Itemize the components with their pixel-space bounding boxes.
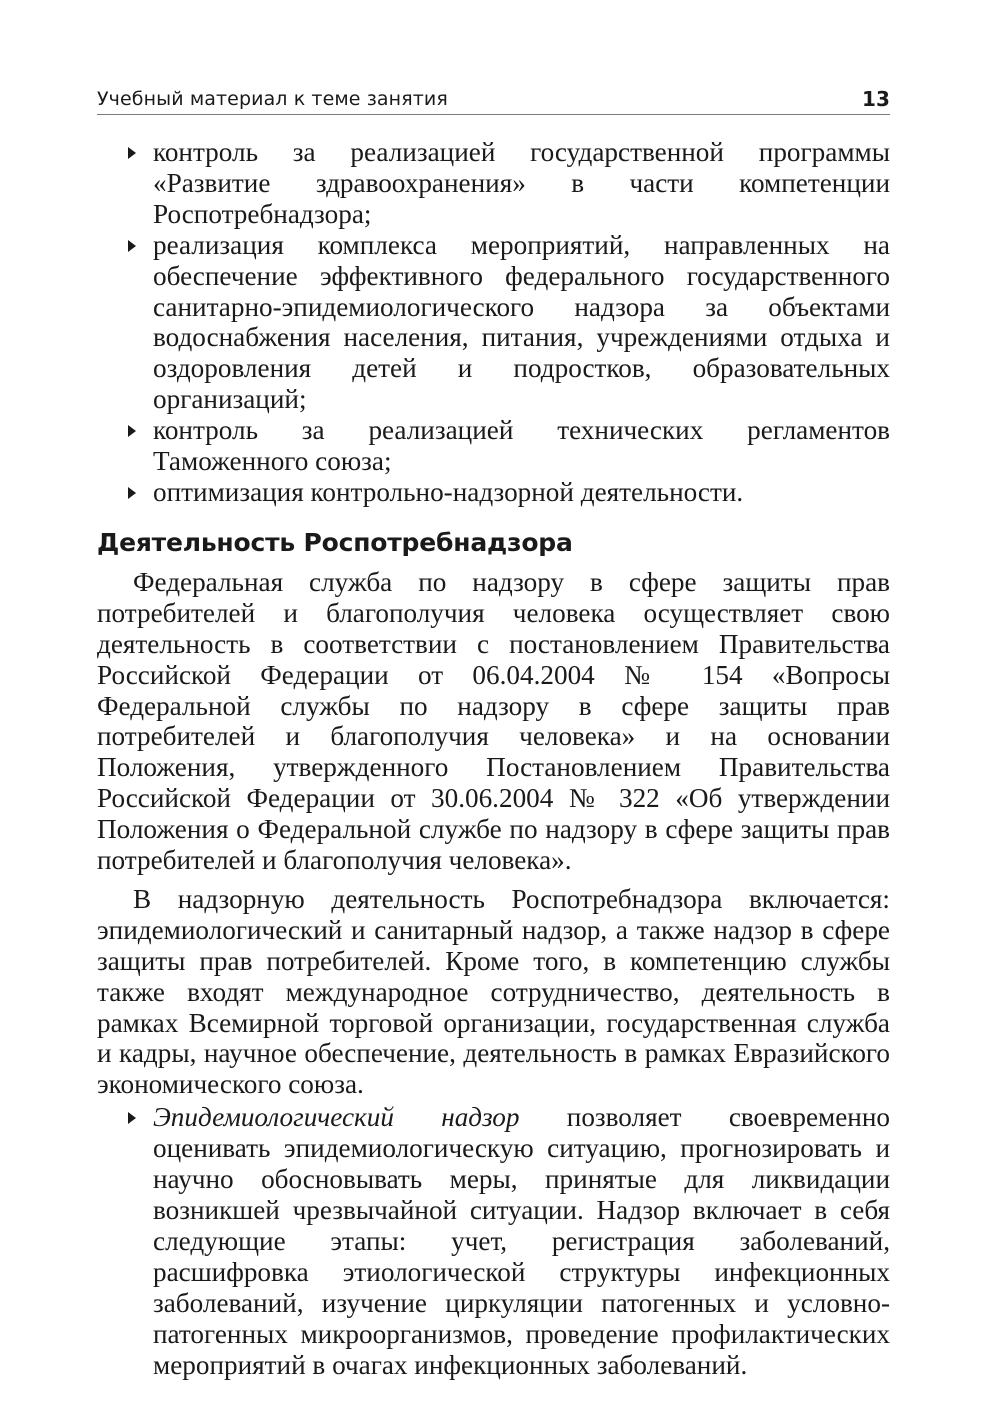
- list-item: [97, 477, 890, 508]
- list-item-text: контроль за реализацией технических регламентов Таможенного союза;: [153, 415, 890, 477]
- list-item: [97, 1102, 890, 1380]
- page-content: [97, 137, 890, 1380]
- page-number: 13: [861, 87, 890, 111]
- document-page: [97, 88, 890, 1380]
- triangle-bullet-icon: [128, 425, 136, 437]
- list-item-text: контроль за реализацией государственной программы «Развитие здравоохранения» в части компетенции Роспотребнадзора;: [153, 137, 890, 229]
- triangle-bullet-icon: [128, 240, 136, 252]
- list-item-text: позволяет своевременно оценивать эпидемиологическую ситуацию, прогнозировать и научно обосновывать меры, принятые для ликвидации возникшей чрезвычайной ситуации. Надзор включает в себя следующие этапы: учет, регистрация заболеваний, расшифровка этиологической структуры инфекционных заболеваний, изучение циркуляции патогенных и условно-патогенных микроорганизмов, проведение профилактических мероприятий в очагах инфекционных заболеваний.: [153, 1102, 890, 1380]
- triangle-bullet-icon: [128, 487, 136, 499]
- list-item-text: оптимизация контрольно-надзорной деятельности.: [153, 476, 744, 507]
- triangle-bullet-icon: [128, 147, 136, 159]
- triangle-bullet-icon: [128, 1112, 136, 1124]
- paragraph: Федеральная служба по надзору в сфере защиты прав потребителей и благополучия человека осуществляет свою деятельность в соответствии с постановлением Правительства Российской Федерации от 06.04.2004 № 154 «Вопросы Федеральной службы по надзору в сфере защиты прав потребителей и благополучия человека» и на основании Положения, утвержденного Постановлением Правительства Российской Федерации от 30.06.2004 № 322 «Об утверждении Положения о Федеральной службе по надзору в сфере защиты прав потребителей и благополучия человека».: [97, 566, 890, 876]
- running-header: [97, 88, 890, 115]
- list-item-text: реализация комплекса мероприятий, направленных на обеспечение эффективного федерального государственного санитарно-эпидемиологического надзора за объектами водоснабжения населения, питания, учреждениями отдыха и оздоровления детей и подростков, образовательных организаций;: [153, 229, 890, 415]
- paragraph: В надзорную деятельность Роспотребнадзора включается: эпидемиологический и санитарный надзор, а также надзор в сфере защиты прав потребителей. Кроме того, в компетенцию службы также входят международное сотрудничество, деятельность в рамках Всемирной торговой организации, государственная служба и кадры, научное обеспечение, деятельность в рамках Евразийского экономического союза.: [97, 883, 890, 1100]
- list-item: [97, 415, 890, 477]
- list-item: [97, 137, 890, 230]
- term-italic: Эпидемиологический надзор: [153, 1102, 520, 1133]
- running-title: Учебный материал к теме занятия: [97, 88, 448, 110]
- list-item: [97, 230, 890, 415]
- supervision-bullet-list: [97, 1102, 890, 1380]
- task-bullet-list: [97, 137, 890, 508]
- section-heading: Деятельность Роспотребнадзора: [97, 527, 573, 557]
